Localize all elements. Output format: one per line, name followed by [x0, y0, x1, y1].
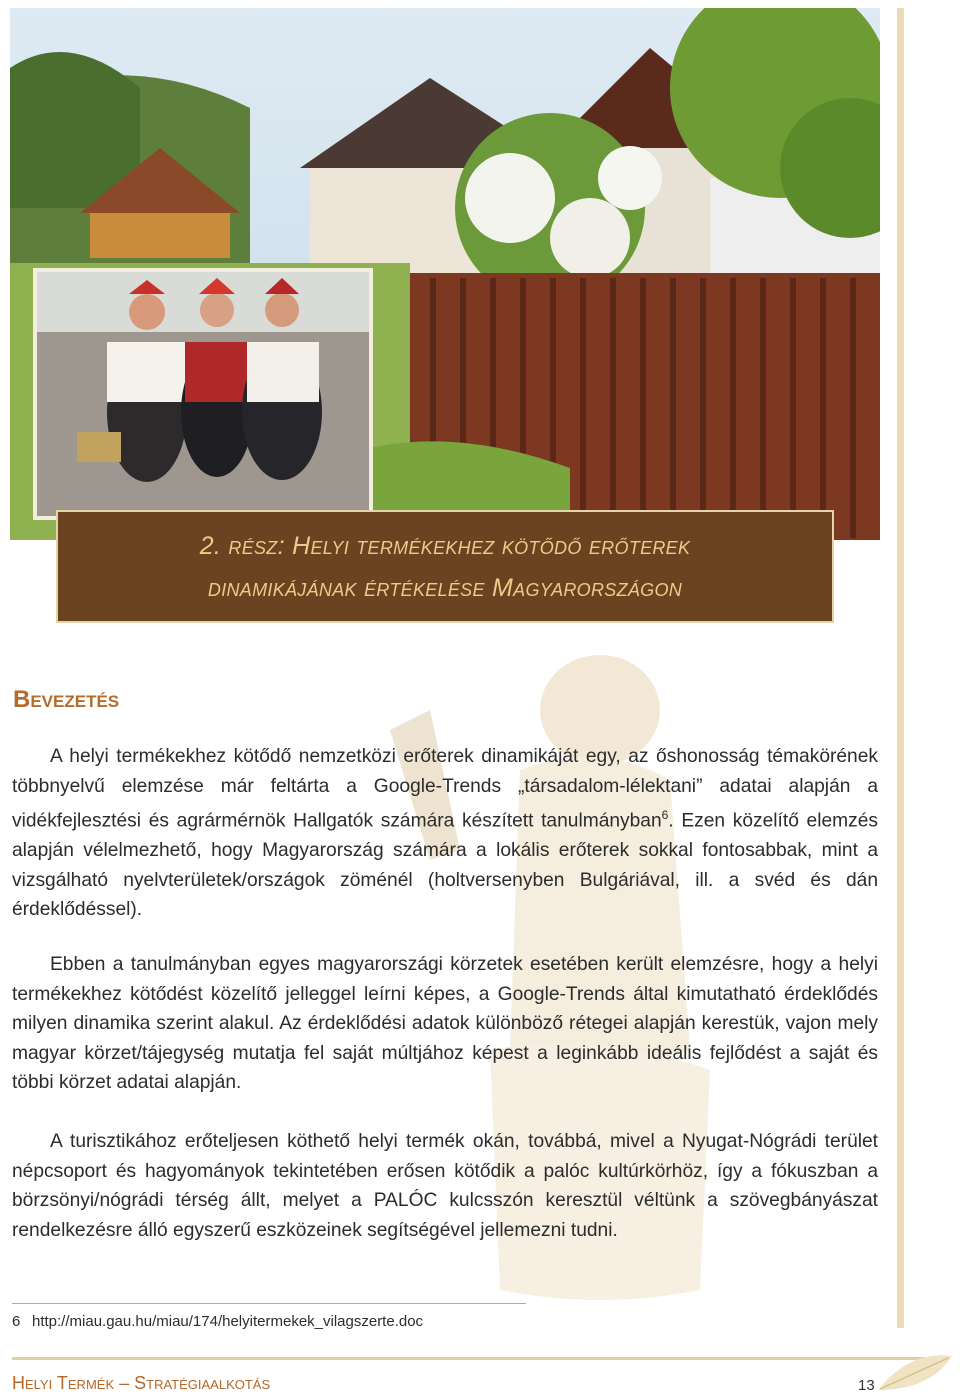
- folk-costume-photo: [33, 268, 373, 520]
- footnote-link[interactable]: http://miau.gau.hu/miau/174/helyitermekek_vilagszerte.doc: [32, 1313, 424, 1330]
- section-heading: Bevezetés: [13, 686, 120, 713]
- paragraph-3: A turisztikához erőteljesen köthető helyi termék okán, továbbá, mivel a Nyugat-Nógrádi terület népcsoport és hagyományok tekintetében erősen kötődik a palóc kultúrkörhöz, így a fókuszban a börzsönyi/nógrádi térség állt, melyet a PALÓC kulcsszón keresztül véltünk a szövegbányászat rendelkezésre álló egyszerű eszközeinek segítségével jellemezni tudni.: [12, 1131, 878, 1241]
- paragraph-2: Ebben a tanulmányban egyes magyarországi körzetek esetében került elemzésre, hogy a helyi termékekhez kötődést közelítő jelleggel leírni képes, a Google-Trends által kimutatható érdeklődés milyen dinamika szerint alakul. Az érdeklődési adatok különböző rétegei alapján kerestük, vajon mely magyar körzet/tájegység mutatja fel saját múltjához képest a leginkább ideális fejlődést a saját és többi körzet adatai alapján.: [12, 954, 878, 1094]
- footer-rule: [12, 1357, 942, 1360]
- footer-title: Helyi Termék – Stratégiaalkotás: [12, 1373, 271, 1393]
- paragraph-1-text-b: . Ezen közelítő elemzés alapján vélelmezhető, hogy Magyarország számára a lokális erőterek sokkal fontosabbak, mint a vizsgálható nyelvterületek/országok zöménél (holtversenyben Bulgáriával, ill. a svéd és dán érdeklődéssel).: [12, 810, 878, 921]
- paragraph-1: [12, 742, 878, 925]
- footnote-ref[interactable]: 6: [661, 808, 669, 823]
- chapter-title-box: [56, 510, 834, 623]
- leaf-icon: [870, 1350, 956, 1396]
- page-number: 13: [858, 1377, 875, 1394]
- chapter-title-line-1: 2. rész: Helyi termékekhez kötődő erőterek: [199, 532, 691, 560]
- footnote-divider: [12, 1303, 526, 1304]
- chapter-title-line-2: dinamikájának értékelése Magyarországon: [207, 574, 683, 602]
- footnote-number: 6: [12, 1313, 21, 1330]
- right-margin-rule: [897, 8, 904, 1328]
- paragraph-1-text-a: A helyi termékekhez kötődő nemzetközi erőterek dinamikáját egy, az őshonosság témakörének többnyelvű elemzése már feltárta a Google-Trends „társadalom-lélektani” adatai alapján a vidékfejlesztési és agrármérnök Hallgatók számára készített tanulmányban: [12, 746, 878, 832]
- footnote: [12, 1313, 423, 1330]
